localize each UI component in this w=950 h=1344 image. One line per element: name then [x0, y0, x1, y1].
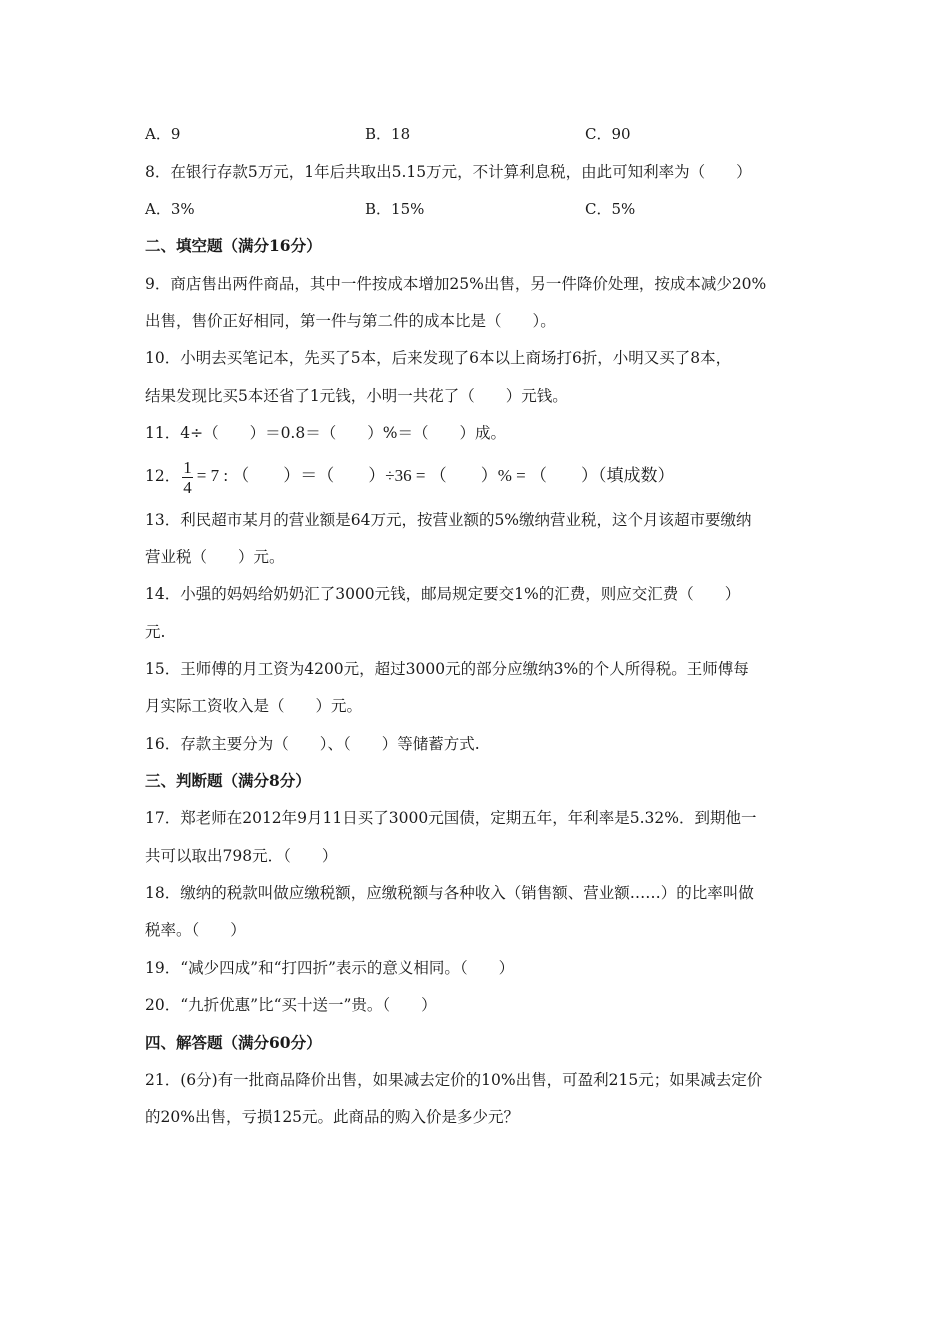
q8-option-a: A．3% — [145, 200, 195, 218]
q12-fraction-numerator: 1 — [183, 457, 192, 477]
section-true-false-title: 三、判断题（满分8分） — [145, 771, 311, 790]
q7-option-a: A．9 — [145, 125, 181, 143]
q8-option-c: C．5% — [585, 200, 636, 218]
q9-line2: 出售，售价正好相同，第一件与第二件的成本比是（ ）。 — [145, 312, 556, 330]
q19-text: 19．“减少四成”和“打四折”表示的意义相同。（ ） — [145, 959, 515, 977]
q10-line1: 10．小明去买笔记本，先买了5本，后来发现了6本以上商场打6折，小明又买了8本， — [145, 349, 732, 367]
q18-line1: 18．缴纳的税款叫做应缴税额，应缴税额与各种收入（销售额、营业额……）的比率叫做 — [145, 884, 754, 902]
q17-line1: 17．郑老师在2012年9月11日买了3000元国债，定期五年，年利率是5.32%．到期他一 — [145, 809, 757, 827]
q7-option-b: B．18 — [365, 125, 411, 143]
q20-text: 20．“九折优惠”比“买十送一”贵。（ ） — [145, 996, 437, 1014]
q13-line1: 13．利民超市某月的营业额是64万元，按营业额的5%缴纳营业税，这个月该超市要缴纳 — [145, 511, 752, 529]
q9-line1: 9．商店售出两件商品，其中一件按成本增加25%出售，另一件降价处理，按成本减少20% — [145, 275, 767, 293]
q15-line2: 月实际工资收入是（ ）元。 — [145, 697, 363, 715]
q15-line1: 15．王师傅的月工资为4200元，超过3000元的部分应缴纳3%的个人所得税。王师傅每 — [145, 660, 749, 678]
q17-line2: 共可以取出798元．（ ） — [145, 847, 338, 865]
q21-line1: 21．(6分)有一批商品降价出售，如果减去定价的10%出售，可盈利215元；如果减去定价 — [145, 1071, 763, 1089]
q12-prefix: 12． — [145, 467, 181, 485]
q11-text: 11．4÷（ ）＝0.8＝（ ）%＝（ ）成。 — [145, 424, 506, 442]
q16-text: 16．存款主要分为（ ）、（ ）等储蓄方式. — [145, 735, 480, 753]
q8-option-b: B．15% — [365, 200, 425, 218]
q13-line2: 营业税（ ）元。 — [145, 548, 285, 566]
q14-line2: 元. — [145, 623, 166, 641]
q12-fraction-denominator: 4 — [183, 477, 192, 497]
q14-line1: 14．小强的妈妈给奶奶汇了3000元钱，邮局规定要交1%的汇费，则应交汇费（ ） — [145, 585, 741, 603]
section-fill-blank-title: 二、填空题（满分16分） — [145, 236, 322, 255]
q21-line2: 的20%出售，亏损125元。此商品的购入价是多少元？ — [145, 1108, 520, 1126]
section-solve-title: 四、解答题（满分60分） — [145, 1033, 322, 1052]
q10-line2: 结果发现比买5本还省了1元钱，小明一共花了（ ）元钱。 — [145, 387, 568, 405]
q12-fraction — [182, 459, 193, 496]
q8-text: 8．在银行存款5万元，1年后共取出5.15万元，不计算利息税，由此可知利率为（ ） — [145, 163, 752, 181]
q12-line — [145, 455, 674, 497]
q18-line2: 税率。（ ） — [145, 921, 246, 939]
q7-option-c: C．90 — [585, 125, 631, 143]
q12-rest: = 7 : （ ）＝（ ）÷36 = （ ）% = （ ）（填成数） — [196, 466, 675, 485]
